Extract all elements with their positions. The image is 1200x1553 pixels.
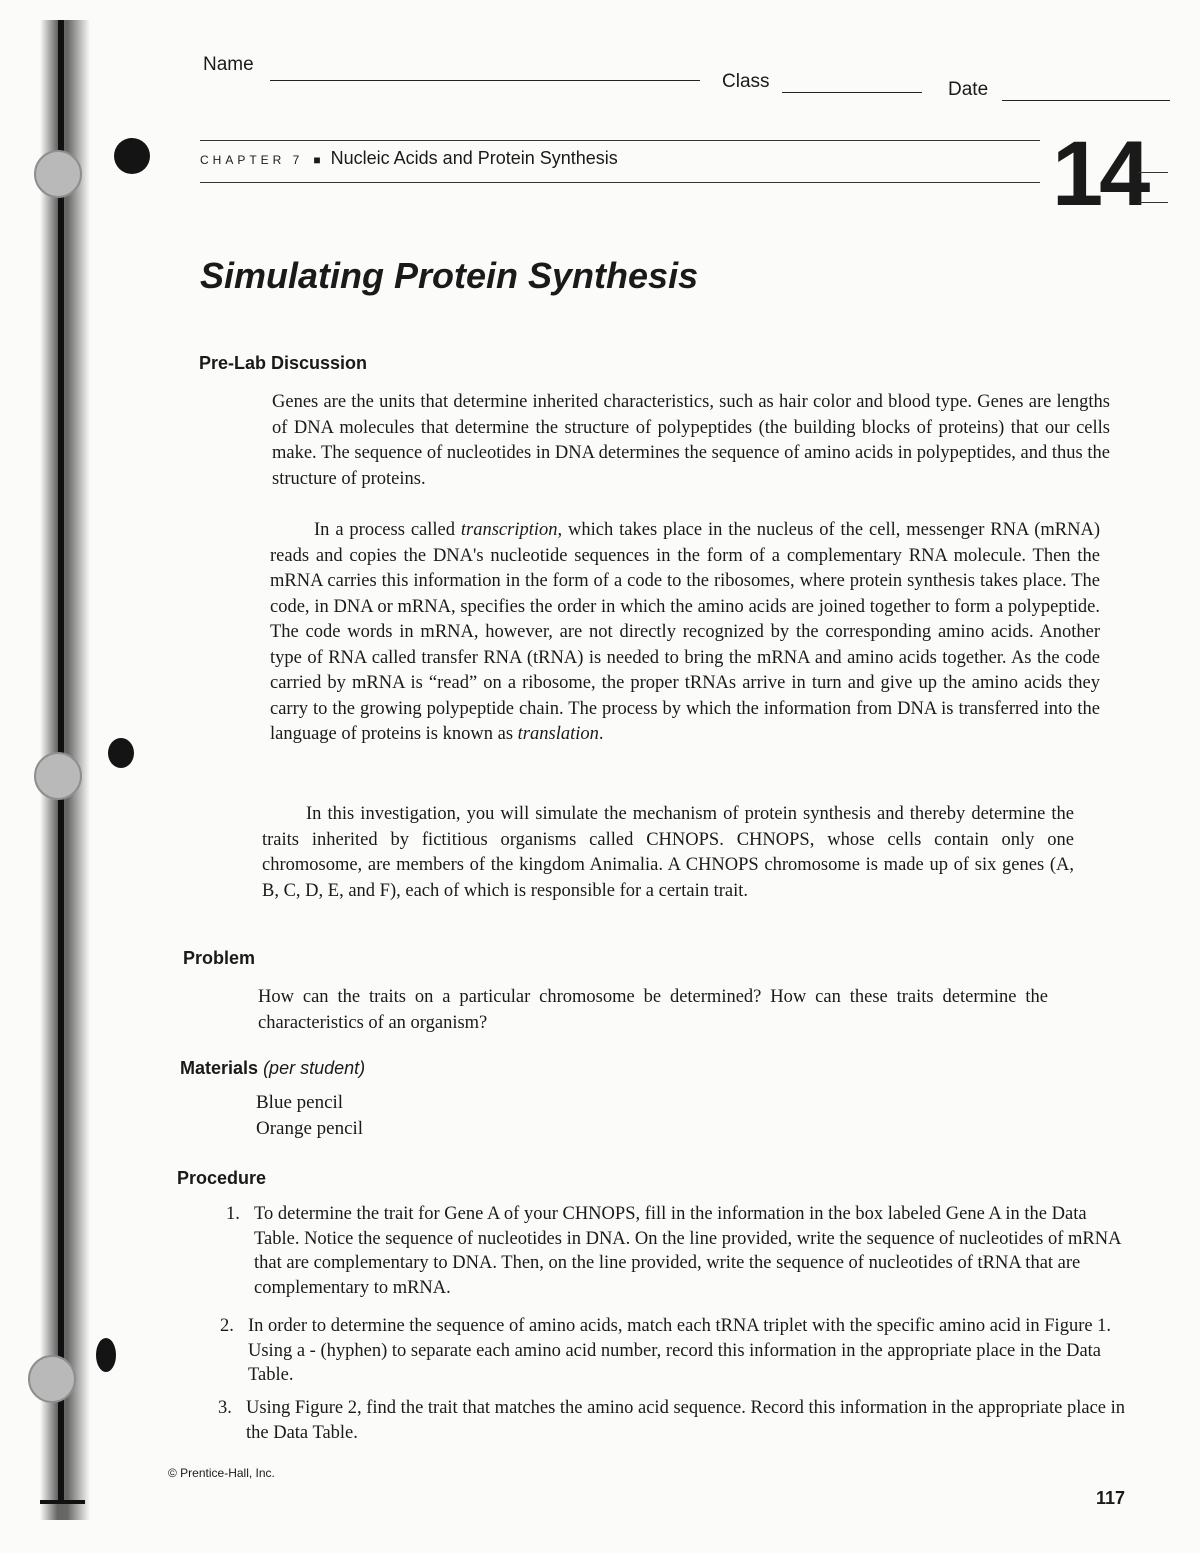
page-number: 117 — [1096, 1488, 1126, 1508]
chapter-banner — [200, 148, 618, 169]
punch-shadow-middle — [108, 738, 134, 768]
material-item: Orange pencil — [256, 1118, 364, 1139]
prelab-paragraph-2: In a process called transcription, which takes place in the nucleus of the cell, messenger RNA (mRNA) reads and copies the DNA's nucleotide sequences in the form of a complementary RNA molecule. Then the mRNA carries this information in the form of a code to the ribosomes, where protein synthesis takes place. The code, in DNA or mRNA, specifies the order in which the amino acids are joined together to form a polypeptide. The code words in mRNA, however, are not directly recognized by the corresponding amino acids. Another type of RNA called transfer RNA (tRNA) is needed to bring the mRNA and amino acids together. As the code carried by mRNA is “read” on a ribosome, the proper tRNAs arrive in turn and give up the amino acids they carry to the growing polypeptide chain. The process by which the information from DNA is transferred into the language of proteins is known as translation. — [270, 520, 1100, 744]
chapter-tick-1 — [1138, 172, 1168, 173]
procedure-step-2 — [220, 1314, 1114, 1388]
prelab-paragraph-3: In this investigation, you will simulate the mechanism of protein synthesis and thereby determine the traits inherited by fictitious organisms called CHNOPS. CHNOPS, whose cells contain only one chromosome, are members of the kingdom Animalia. A CHNOPS chromosome is made up of six genes (A, B, C, D, E, and F), each of which is responsible for a certain trait. — [262, 804, 1074, 901]
materials-heading-text: Materials — [180, 1058, 259, 1078]
materials-note: (per student) — [263, 1058, 366, 1078]
step-number: 2. — [220, 1316, 234, 1336]
chapter-bullet: ■ — [313, 153, 321, 167]
punch-shadow-top — [114, 138, 150, 174]
chapter-prefix: CHAPTER 7 — [200, 153, 304, 167]
punch-hole-top — [34, 150, 82, 198]
prelab-paragraph-1: Genes are the units that determine inherited characteristics, such as hair color and blood type. Genes are lengths of DNA molecules that determine the structure of polypeptides (the building blocks of proteins) that our cells make. The sequence of nucleotides in DNA determines the sequence of amino acids in polypeptides, and thus the structure of proteins. — [272, 392, 1110, 489]
date-field[interactable] — [1002, 100, 1170, 101]
step-text: In order to determine the sequence of amino acids, match each tRNA triplet with the specific amino acid in Figure 1. Using a - (hyphen) to separate each amino acid number, record this information in the appropriate place in the Data Table. — [248, 1316, 1112, 1385]
step-text: To determine the trait for Gene A of your CHNOPS, fill in the information in the box labeled Gene A in the Data Table. Notice the sequence of nucleotides in DNA. On the line provided, write the sequence of nucleotides of mRNA that are complementary to DNA. Then, on the line provided, write the sequence of nucleotides of tRNA that are complementary to mRNA. — [254, 1204, 1121, 1298]
class-field[interactable] — [782, 92, 922, 93]
step-text: Using Figure 2, find the trait that matches the amino acid sequence. Record this information in the appropriate place in the Data Table. — [246, 1398, 1126, 1443]
lab-title: Simulating Protein Synthesis — [200, 255, 699, 296]
problem-heading: Problem — [183, 948, 256, 968]
materials-heading — [180, 1058, 365, 1079]
chapter-tick-2 — [1138, 202, 1168, 203]
material-item: Blue pencil — [256, 1092, 344, 1113]
date-label: Date — [948, 79, 989, 100]
punch-shadow-bottom — [96, 1338, 116, 1372]
procedure-heading: Procedure — [177, 1168, 267, 1188]
procedure-step-3 — [218, 1396, 1126, 1445]
chapter-rule-bottom — [200, 182, 1040, 183]
procedure-step-1 — [226, 1202, 1122, 1300]
chapter-rule-top — [200, 140, 1040, 141]
chapter-title: Nucleic Acids and Protein Synthesis — [330, 148, 618, 168]
punch-hole-middle — [34, 752, 82, 800]
name-field[interactable] — [270, 80, 700, 81]
problem-text: How can the traits on a particular chromosome be determined? How can these traits determine the characteristics of an organism? — [258, 987, 1048, 1033]
class-label: Class — [722, 71, 770, 92]
step-number: 1. — [226, 1204, 240, 1224]
punch-hole-bottom — [28, 1355, 76, 1403]
copyright: © Prentice-Hall, Inc. — [168, 1466, 275, 1480]
prelab-heading: Pre-Lab Discussion — [199, 353, 368, 373]
step-number: 3. — [218, 1398, 232, 1418]
binder-foot — [40, 1500, 85, 1504]
name-label: Name — [203, 54, 254, 75]
chapter-number: 14 — [1052, 123, 1147, 225]
